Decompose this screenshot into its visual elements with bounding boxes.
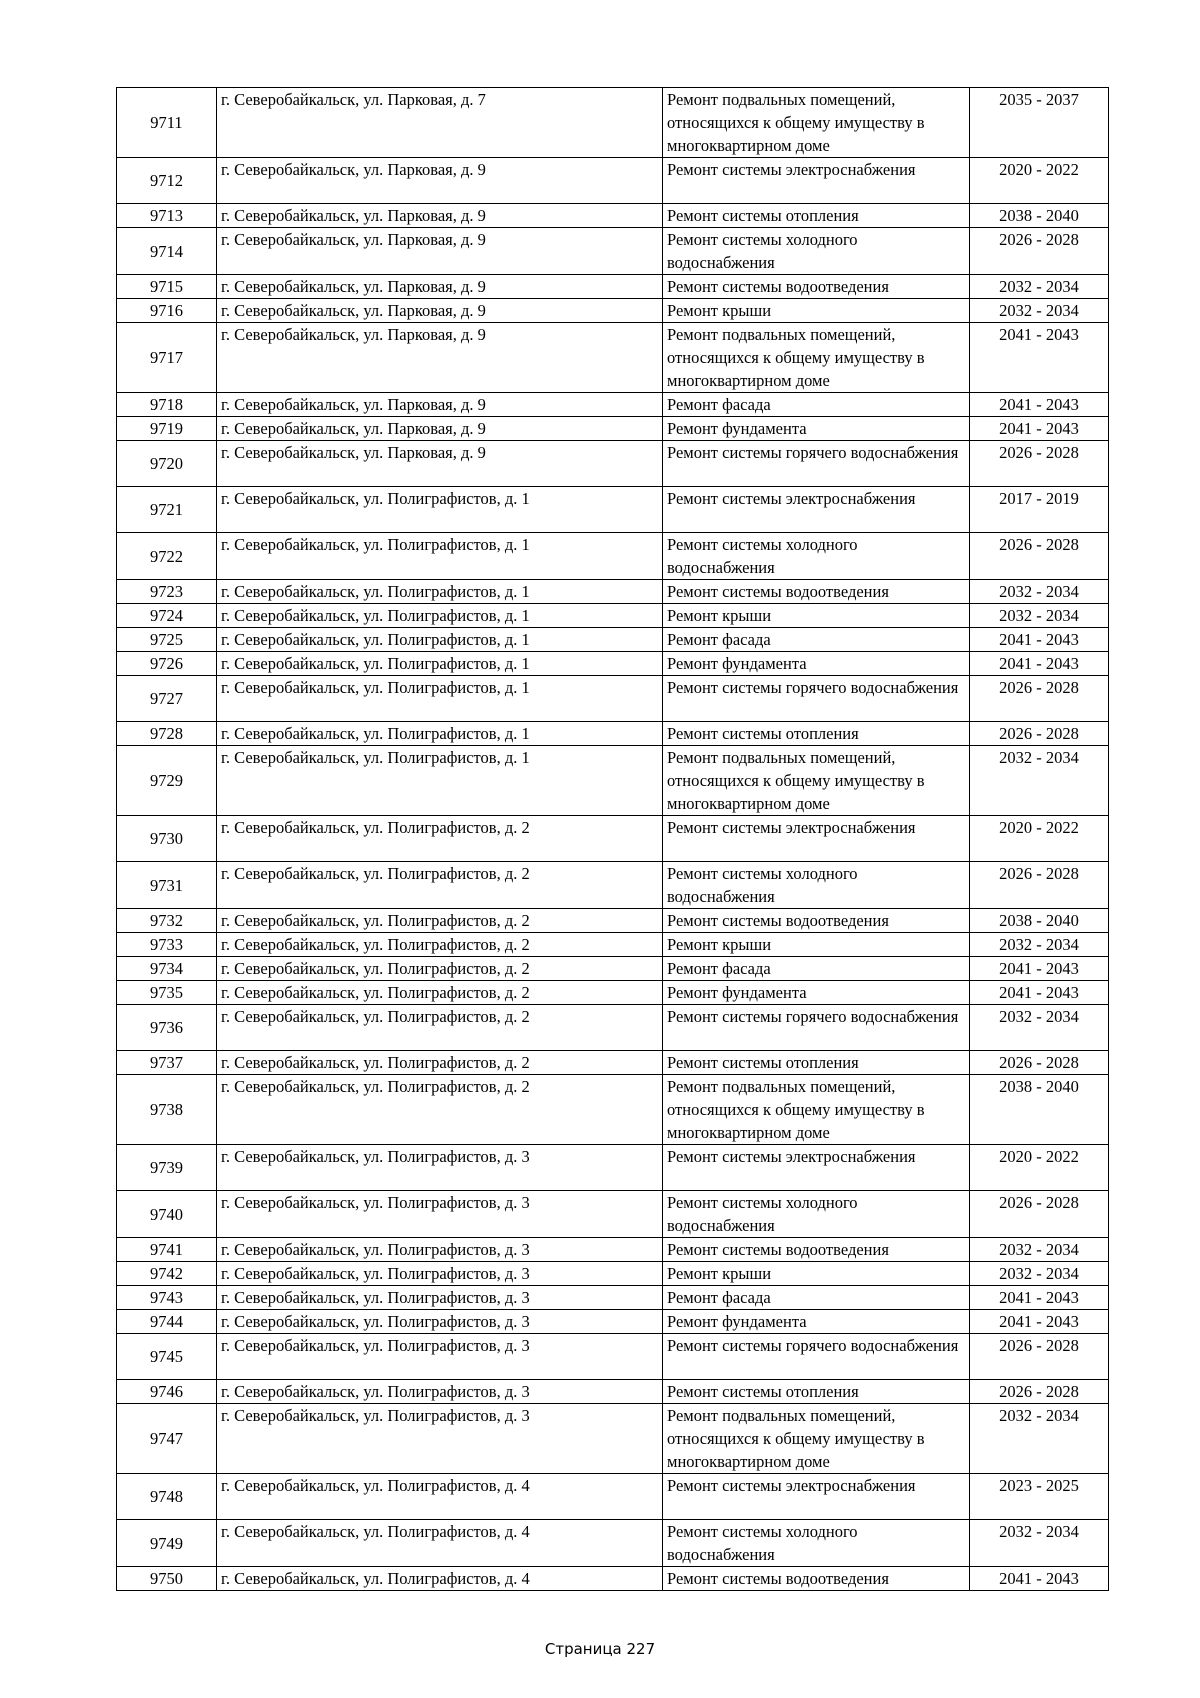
row-years: 2026 - 2028	[970, 676, 1109, 722]
table-row	[117, 652, 1109, 676]
row-address: г. Северобайкальск, ул. Парковая, д. 7	[217, 88, 663, 158]
row-address: г. Северобайкальск, ул. Полиграфистов, д. 2	[217, 933, 663, 957]
row-work-type: Ремонт фасада	[663, 628, 970, 652]
row-years: 2023 - 2025	[970, 1474, 1109, 1520]
row-number: 9742	[117, 1262, 217, 1286]
table-row	[117, 1238, 1109, 1262]
row-years: 2032 - 2034	[970, 275, 1109, 299]
row-address: г. Северобайкальск, ул. Полиграфистов, д. 2	[217, 862, 663, 909]
table-row	[117, 746, 1109, 816]
table-row	[117, 1380, 1109, 1404]
row-number: 9734	[117, 957, 217, 981]
table-row	[117, 1310, 1109, 1334]
row-years: 2026 - 2028	[970, 1334, 1109, 1380]
row-number: 9745	[117, 1334, 217, 1380]
row-address: г. Северобайкальск, ул. Полиграфистов, д. 2	[217, 816, 663, 862]
row-years: 2032 - 2034	[970, 1520, 1109, 1567]
table-row	[117, 1520, 1109, 1567]
row-number: 9721	[117, 487, 217, 533]
row-work-type: Ремонт системы водоотведения	[663, 275, 970, 299]
table-row	[117, 957, 1109, 981]
table-row	[117, 417, 1109, 441]
row-work-type: Ремонт фасада	[663, 393, 970, 417]
row-number: 9726	[117, 652, 217, 676]
row-address: г. Северобайкальск, ул. Полиграфистов, д. 2	[217, 1051, 663, 1075]
row-work-type: Ремонт подвальных помещений, относящихся к общему имуществу в многоквартирном доме	[663, 323, 970, 393]
table-row	[117, 1474, 1109, 1520]
row-work-type: Ремонт системы холодного водоснабжения	[663, 1520, 970, 1567]
row-address: г. Северобайкальск, ул. Парковая, д. 9	[217, 204, 663, 228]
row-address: г. Северобайкальск, ул. Полиграфистов, д. 3	[217, 1262, 663, 1286]
row-work-type: Ремонт фундамента	[663, 1310, 970, 1334]
row-work-type: Ремонт системы холодного водоснабжения	[663, 533, 970, 580]
table-row	[117, 580, 1109, 604]
table-row	[117, 1286, 1109, 1310]
row-address: г. Северобайкальск, ул. Полиграфистов, д. 1	[217, 746, 663, 816]
row-work-type: Ремонт системы электроснабжения	[663, 487, 970, 533]
row-years: 2038 - 2040	[970, 909, 1109, 933]
row-number: 9720	[117, 441, 217, 487]
row-number: 9749	[117, 1520, 217, 1567]
row-number: 9750	[117, 1567, 217, 1591]
row-number: 9736	[117, 1005, 217, 1051]
row-years: 2032 - 2034	[970, 1238, 1109, 1262]
row-work-type: Ремонт системы водоотведения	[663, 1238, 970, 1262]
row-work-type: Ремонт подвальных помещений, относящихся к общему имуществу в многоквартирном доме	[663, 1075, 970, 1145]
row-number: 9729	[117, 746, 217, 816]
row-work-type: Ремонт системы горячего водоснабжения	[663, 676, 970, 722]
row-years: 2020 - 2022	[970, 1145, 1109, 1191]
table-row	[117, 981, 1109, 1005]
page-number: Страница 227	[544, 1640, 656, 1658]
row-years: 2038 - 2040	[970, 1075, 1109, 1145]
row-years: 2041 - 2043	[970, 628, 1109, 652]
row-number: 9741	[117, 1238, 217, 1262]
row-number: 9725	[117, 628, 217, 652]
row-work-type: Ремонт системы отопления	[663, 722, 970, 746]
row-number: 9722	[117, 533, 217, 580]
row-years: 2032 - 2034	[970, 580, 1109, 604]
row-address: г. Северобайкальск, ул. Парковая, д. 9	[217, 275, 663, 299]
row-address: г. Северобайкальск, ул. Полиграфистов, д. 1	[217, 487, 663, 533]
row-work-type: Ремонт подвальных помещений, относящихся к общему имуществу в многоквартирном доме	[663, 746, 970, 816]
row-address: г. Северобайкальск, ул. Полиграфистов, д. 1	[217, 628, 663, 652]
row-work-type: Ремонт системы водоотведения	[663, 580, 970, 604]
row-years: 2041 - 2043	[970, 1567, 1109, 1591]
table-row	[117, 933, 1109, 957]
row-number: 9724	[117, 604, 217, 628]
row-years: 2026 - 2028	[970, 862, 1109, 909]
table-row	[117, 88, 1109, 158]
row-address: г. Северобайкальск, ул. Полиграфистов, д. 1	[217, 580, 663, 604]
row-years: 2038 - 2040	[970, 204, 1109, 228]
row-years: 2032 - 2034	[970, 1005, 1109, 1051]
row-years: 2017 - 2019	[970, 487, 1109, 533]
row-years: 2020 - 2022	[970, 158, 1109, 204]
table-row	[117, 1075, 1109, 1145]
row-number: 9723	[117, 580, 217, 604]
row-years: 2032 - 2034	[970, 299, 1109, 323]
row-work-type: Ремонт подвальных помещений, относящихся к общему имуществу в многоквартирном доме	[663, 88, 970, 158]
row-work-type: Ремонт фасада	[663, 957, 970, 981]
row-years: 2026 - 2028	[970, 722, 1109, 746]
row-number: 9732	[117, 909, 217, 933]
table-row	[117, 1191, 1109, 1238]
row-work-type: Ремонт фасада	[663, 1286, 970, 1310]
table-row	[117, 1334, 1109, 1380]
row-years: 2041 - 2043	[970, 393, 1109, 417]
row-work-type: Ремонт системы отопления	[663, 1051, 970, 1075]
row-number: 9748	[117, 1474, 217, 1520]
row-work-type: Ремонт системы электроснабжения	[663, 158, 970, 204]
row-address: г. Северобайкальск, ул. Полиграфистов, д. 1	[217, 722, 663, 746]
row-years: 2041 - 2043	[970, 323, 1109, 393]
row-years: 2035 - 2037	[970, 88, 1109, 158]
row-years: 2026 - 2028	[970, 228, 1109, 275]
row-number: 9716	[117, 299, 217, 323]
row-address: г. Северобайкальск, ул. Полиграфистов, д. 2	[217, 909, 663, 933]
table-row	[117, 533, 1109, 580]
row-number: 9719	[117, 417, 217, 441]
row-number: 9728	[117, 722, 217, 746]
row-work-type: Ремонт крыши	[663, 604, 970, 628]
table-row	[117, 909, 1109, 933]
row-address: г. Северобайкальск, ул. Полиграфистов, д. 1	[217, 533, 663, 580]
row-years: 2020 - 2022	[970, 816, 1109, 862]
row-work-type: Ремонт системы электроснабжения	[663, 1474, 970, 1520]
row-address: г. Северобайкальск, ул. Полиграфистов, д. 4	[217, 1474, 663, 1520]
row-address: г. Северобайкальск, ул. Полиграфистов, д. 4	[217, 1567, 663, 1591]
table-row	[117, 1051, 1109, 1075]
row-address: г. Северобайкальск, ул. Полиграфистов, д. 2	[217, 981, 663, 1005]
row-work-type: Ремонт системы водоотведения	[663, 1567, 970, 1591]
row-work-type: Ремонт фундамента	[663, 652, 970, 676]
row-number: 9727	[117, 676, 217, 722]
table-row	[117, 1262, 1109, 1286]
row-years: 2026 - 2028	[970, 1051, 1109, 1075]
table-row	[117, 487, 1109, 533]
table-row	[117, 1145, 1109, 1191]
row-address: г. Северобайкальск, ул. Полиграфистов, д. 3	[217, 1286, 663, 1310]
table-row	[117, 441, 1109, 487]
row-work-type: Ремонт крыши	[663, 1262, 970, 1286]
row-years: 2026 - 2028	[970, 441, 1109, 487]
table-row	[117, 393, 1109, 417]
table-row	[117, 862, 1109, 909]
table-row	[117, 1005, 1109, 1051]
table-row	[117, 628, 1109, 652]
table-row	[117, 299, 1109, 323]
row-address: г. Северобайкальск, ул. Полиграфистов, д. 1	[217, 676, 663, 722]
row-number: 9717	[117, 323, 217, 393]
row-work-type: Ремонт системы холодного водоснабжения	[663, 228, 970, 275]
table-row	[117, 158, 1109, 204]
row-work-type: Ремонт системы отопления	[663, 1380, 970, 1404]
row-address: г. Северобайкальск, ул. Полиграфистов, д. 2	[217, 1005, 663, 1051]
row-years: 2032 - 2034	[970, 1404, 1109, 1474]
row-address: г. Северобайкальск, ул. Парковая, д. 9	[217, 228, 663, 275]
row-years: 2032 - 2034	[970, 933, 1109, 957]
row-work-type: Ремонт фундамента	[663, 981, 970, 1005]
row-address: г. Северобайкальск, ул. Полиграфистов, д. 3	[217, 1334, 663, 1380]
repair-schedule-table	[116, 87, 1109, 1591]
row-address: г. Северобайкальск, ул. Полиграфистов, д. 2	[217, 957, 663, 981]
table-row	[117, 722, 1109, 746]
row-number: 9740	[117, 1191, 217, 1238]
row-number: 9714	[117, 228, 217, 275]
row-number: 9711	[117, 88, 217, 158]
row-address: г. Северобайкальск, ул. Полиграфистов, д. 3	[217, 1145, 663, 1191]
row-years: 2026 - 2028	[970, 533, 1109, 580]
row-address: г. Северобайкальск, ул. Парковая, д. 9	[217, 441, 663, 487]
row-work-type: Ремонт системы электроснабжения	[663, 816, 970, 862]
row-number: 9718	[117, 393, 217, 417]
table-row	[117, 1567, 1109, 1591]
row-number: 9712	[117, 158, 217, 204]
row-address: г. Северобайкальск, ул. Полиграфистов, д. 3	[217, 1310, 663, 1334]
table-row	[117, 1404, 1109, 1474]
row-years: 2032 - 2034	[970, 746, 1109, 816]
row-years: 2041 - 2043	[970, 1310, 1109, 1334]
row-work-type: Ремонт системы горячего водоснабжения	[663, 1334, 970, 1380]
row-address: г. Северобайкальск, ул. Полиграфистов, д. 3	[217, 1404, 663, 1474]
row-number: 9735	[117, 981, 217, 1005]
row-work-type: Ремонт системы холодного водоснабжения	[663, 862, 970, 909]
row-address: г. Северобайкальск, ул. Полиграфистов, д. 4	[217, 1520, 663, 1567]
row-work-type: Ремонт фундамента	[663, 417, 970, 441]
row-work-type: Ремонт системы электроснабжения	[663, 1145, 970, 1191]
table-row	[117, 604, 1109, 628]
row-number: 9737	[117, 1051, 217, 1075]
row-number: 9739	[117, 1145, 217, 1191]
row-years: 2041 - 2043	[970, 981, 1109, 1005]
row-years: 2041 - 2043	[970, 1286, 1109, 1310]
row-work-type: Ремонт системы холодного водоснабжения	[663, 1191, 970, 1238]
row-address: г. Северобайкальск, ул. Полиграфистов, д. 2	[217, 1075, 663, 1145]
row-number: 9730	[117, 816, 217, 862]
row-number: 9746	[117, 1380, 217, 1404]
row-work-type: Ремонт подвальных помещений, относящихся к общему имуществу в многоквартирном доме	[663, 1404, 970, 1474]
row-number: 9747	[117, 1404, 217, 1474]
row-address: г. Северобайкальск, ул. Полиграфистов, д. 3	[217, 1380, 663, 1404]
row-work-type: Ремонт системы горячего водоснабжения	[663, 1005, 970, 1051]
row-years: 2032 - 2034	[970, 1262, 1109, 1286]
row-work-type: Ремонт системы горячего водоснабжения	[663, 441, 970, 487]
row-address: г. Северобайкальск, ул. Парковая, д. 9	[217, 299, 663, 323]
row-address: г. Северобайкальск, ул. Полиграфистов, д. 1	[217, 652, 663, 676]
row-address: г. Северобайкальск, ул. Полиграфистов, д. 1	[217, 604, 663, 628]
row-number: 9713	[117, 204, 217, 228]
row-number: 9738	[117, 1075, 217, 1145]
row-number: 9743	[117, 1286, 217, 1310]
row-number: 9744	[117, 1310, 217, 1334]
row-address: г. Северобайкальск, ул. Парковая, д. 9	[217, 158, 663, 204]
row-years: 2041 - 2043	[970, 417, 1109, 441]
row-number: 9731	[117, 862, 217, 909]
row-years: 2032 - 2034	[970, 604, 1109, 628]
row-address: г. Северобайкальск, ул. Полиграфистов, д. 3	[217, 1191, 663, 1238]
table-body	[117, 88, 1109, 1591]
row-years: 2026 - 2028	[970, 1191, 1109, 1238]
table-row	[117, 204, 1109, 228]
table-row	[117, 323, 1109, 393]
row-work-type: Ремонт крыши	[663, 299, 970, 323]
row-work-type: Ремонт системы водоотведения	[663, 909, 970, 933]
row-address: г. Северобайкальск, ул. Полиграфистов, д. 3	[217, 1238, 663, 1262]
table-row	[117, 275, 1109, 299]
row-years: 2041 - 2043	[970, 652, 1109, 676]
row-work-type: Ремонт системы отопления	[663, 204, 970, 228]
table-row	[117, 816, 1109, 862]
row-work-type: Ремонт крыши	[663, 933, 970, 957]
row-years: 2026 - 2028	[970, 1380, 1109, 1404]
row-address: г. Северобайкальск, ул. Парковая, д. 9	[217, 417, 663, 441]
table-row	[117, 676, 1109, 722]
row-number: 9715	[117, 275, 217, 299]
row-address: г. Северобайкальск, ул. Парковая, д. 9	[217, 323, 663, 393]
row-address: г. Северобайкальск, ул. Парковая, д. 9	[217, 393, 663, 417]
table-row	[117, 228, 1109, 275]
row-years: 2041 - 2043	[970, 957, 1109, 981]
row-number: 9733	[117, 933, 217, 957]
